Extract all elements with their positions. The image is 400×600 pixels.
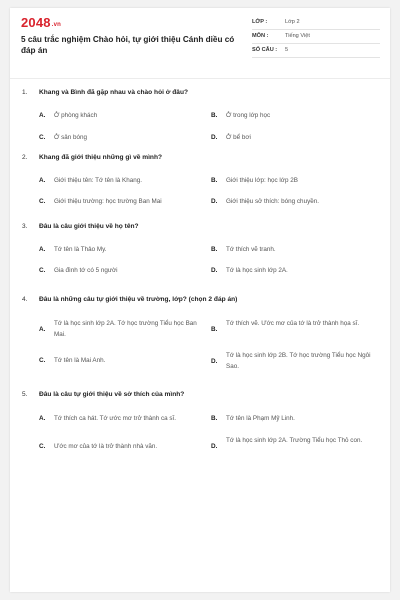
option-text: Giới thiệu sở thích: bóng chuyền. xyxy=(226,198,319,205)
option-text: Tớ là học sinh lớp 2A. Tớ học trường Tiểu học Ban Mai. xyxy=(54,320,197,338)
option-letter: D. xyxy=(211,198,218,205)
option-text: Tớ thích vẽ. Ước mơ của tớ là trở thành họa sĩ. xyxy=(226,320,360,327)
option-letter: D. xyxy=(211,443,218,450)
option-letter: C. xyxy=(39,443,46,450)
meta-row-count xyxy=(252,45,380,58)
option-letter: B. xyxy=(211,177,218,184)
site-logo[interactable] xyxy=(21,15,61,30)
option-text: Ở trong lớp học xyxy=(226,112,271,119)
question-line xyxy=(10,294,390,306)
option-letter: B. xyxy=(211,112,218,119)
question-number: 4. xyxy=(22,296,28,303)
question-text: Khang và Bình đã gặp nhau và chào hỏi ở đâu? xyxy=(39,89,189,96)
option-text: Tớ tên là Thảo My. xyxy=(54,246,107,253)
document-title: 5 câu trắc nghiệm Chào hỏi, tự giới thiệu Cánh diều có đáp án xyxy=(21,35,235,55)
option-text: Tớ tên là Mai Anh. xyxy=(54,357,106,364)
question-text: Khang đã giới thiệu những gì về mình? xyxy=(39,154,163,161)
question-number: 2. xyxy=(22,154,28,161)
option-letter: D. xyxy=(211,134,218,141)
question-line xyxy=(10,221,390,233)
option-letter: D. xyxy=(211,358,218,365)
question-number: 1. xyxy=(22,89,28,96)
option-text: Giới thiệu trường: học trường Ban Mai xyxy=(54,198,162,205)
option-text: Gia đình tớ có 5 người xyxy=(54,267,118,274)
option-letter: B. xyxy=(211,246,218,253)
option-text: Giới thiệu lớp: học lớp 2B xyxy=(226,177,298,184)
option-letter: A. xyxy=(39,177,46,184)
option-text: Ở phòng khách xyxy=(54,112,98,119)
worksheet-page xyxy=(10,8,390,592)
meta-value: 5 xyxy=(285,47,289,53)
question-text: Đâu là câu tự giới thiệu về sở thích của mình? xyxy=(39,391,185,398)
meta-row-subject xyxy=(252,31,380,44)
option-letter: C. xyxy=(39,357,46,364)
option-letter: B. xyxy=(211,415,218,422)
option-text: Giới thiệu tên: Tớ tên là Khang. xyxy=(54,177,142,184)
option-text: Tớ thích vẽ tranh. xyxy=(226,246,276,253)
option-text: Tớ là học sinh lớp 2A. xyxy=(226,267,288,274)
option-text: Tớ tên là Phạm Mỹ Linh. xyxy=(226,415,295,422)
question-text: Đâu là câu giới thiệu về họ tên? xyxy=(39,223,139,230)
meta-value: Lớp 2 xyxy=(285,19,300,25)
question-number: 3. xyxy=(22,223,28,230)
question-line xyxy=(10,152,390,164)
meta-label: MÔN : xyxy=(252,33,269,39)
option-text: Ước mơ của tớ là trở thành nhà văn. xyxy=(54,443,158,450)
option-text: Ở bể bơi xyxy=(226,134,251,141)
option-letter: A. xyxy=(39,112,46,119)
logo-text: 2048 xyxy=(21,15,51,30)
meta-value: Tiếng Việt xyxy=(285,33,310,39)
option-letter: A. xyxy=(39,246,46,253)
option-text: Tớ thích ca hát. Tớ ước mơ trở thành ca sĩ. xyxy=(54,415,177,422)
option-letter: C. xyxy=(39,267,46,274)
header-divider xyxy=(10,78,390,79)
option-letter: D. xyxy=(211,267,218,274)
question-line xyxy=(10,87,390,99)
question-number: 5. xyxy=(22,391,28,398)
option-letter: A. xyxy=(39,415,46,422)
option-letter: B. xyxy=(211,326,218,333)
worksheet-header xyxy=(10,8,390,78)
meta-label: LỚP : xyxy=(252,19,268,25)
option-text: Ở sân bóng xyxy=(54,134,88,141)
option-text: Tớ là học sinh lớp 2B. Tớ học trường Tiểu học Ngôi Sao. xyxy=(226,352,371,370)
option-text: Tớ là học sinh lớp 2A. Trường Tiểu học Thỏ con. xyxy=(226,437,363,444)
meta-label: SỐ CÂU : xyxy=(252,47,278,53)
option-letter: C. xyxy=(39,134,46,141)
logo-tld: .vn xyxy=(51,22,62,28)
option-letter: A. xyxy=(39,326,46,333)
option-letter: C. xyxy=(39,198,46,205)
question-line xyxy=(10,389,390,401)
meta-row-class xyxy=(252,17,380,30)
question-text: Đâu là những câu tự giới thiệu về trường, lớp? (chọn 2 đáp án) xyxy=(39,296,238,303)
